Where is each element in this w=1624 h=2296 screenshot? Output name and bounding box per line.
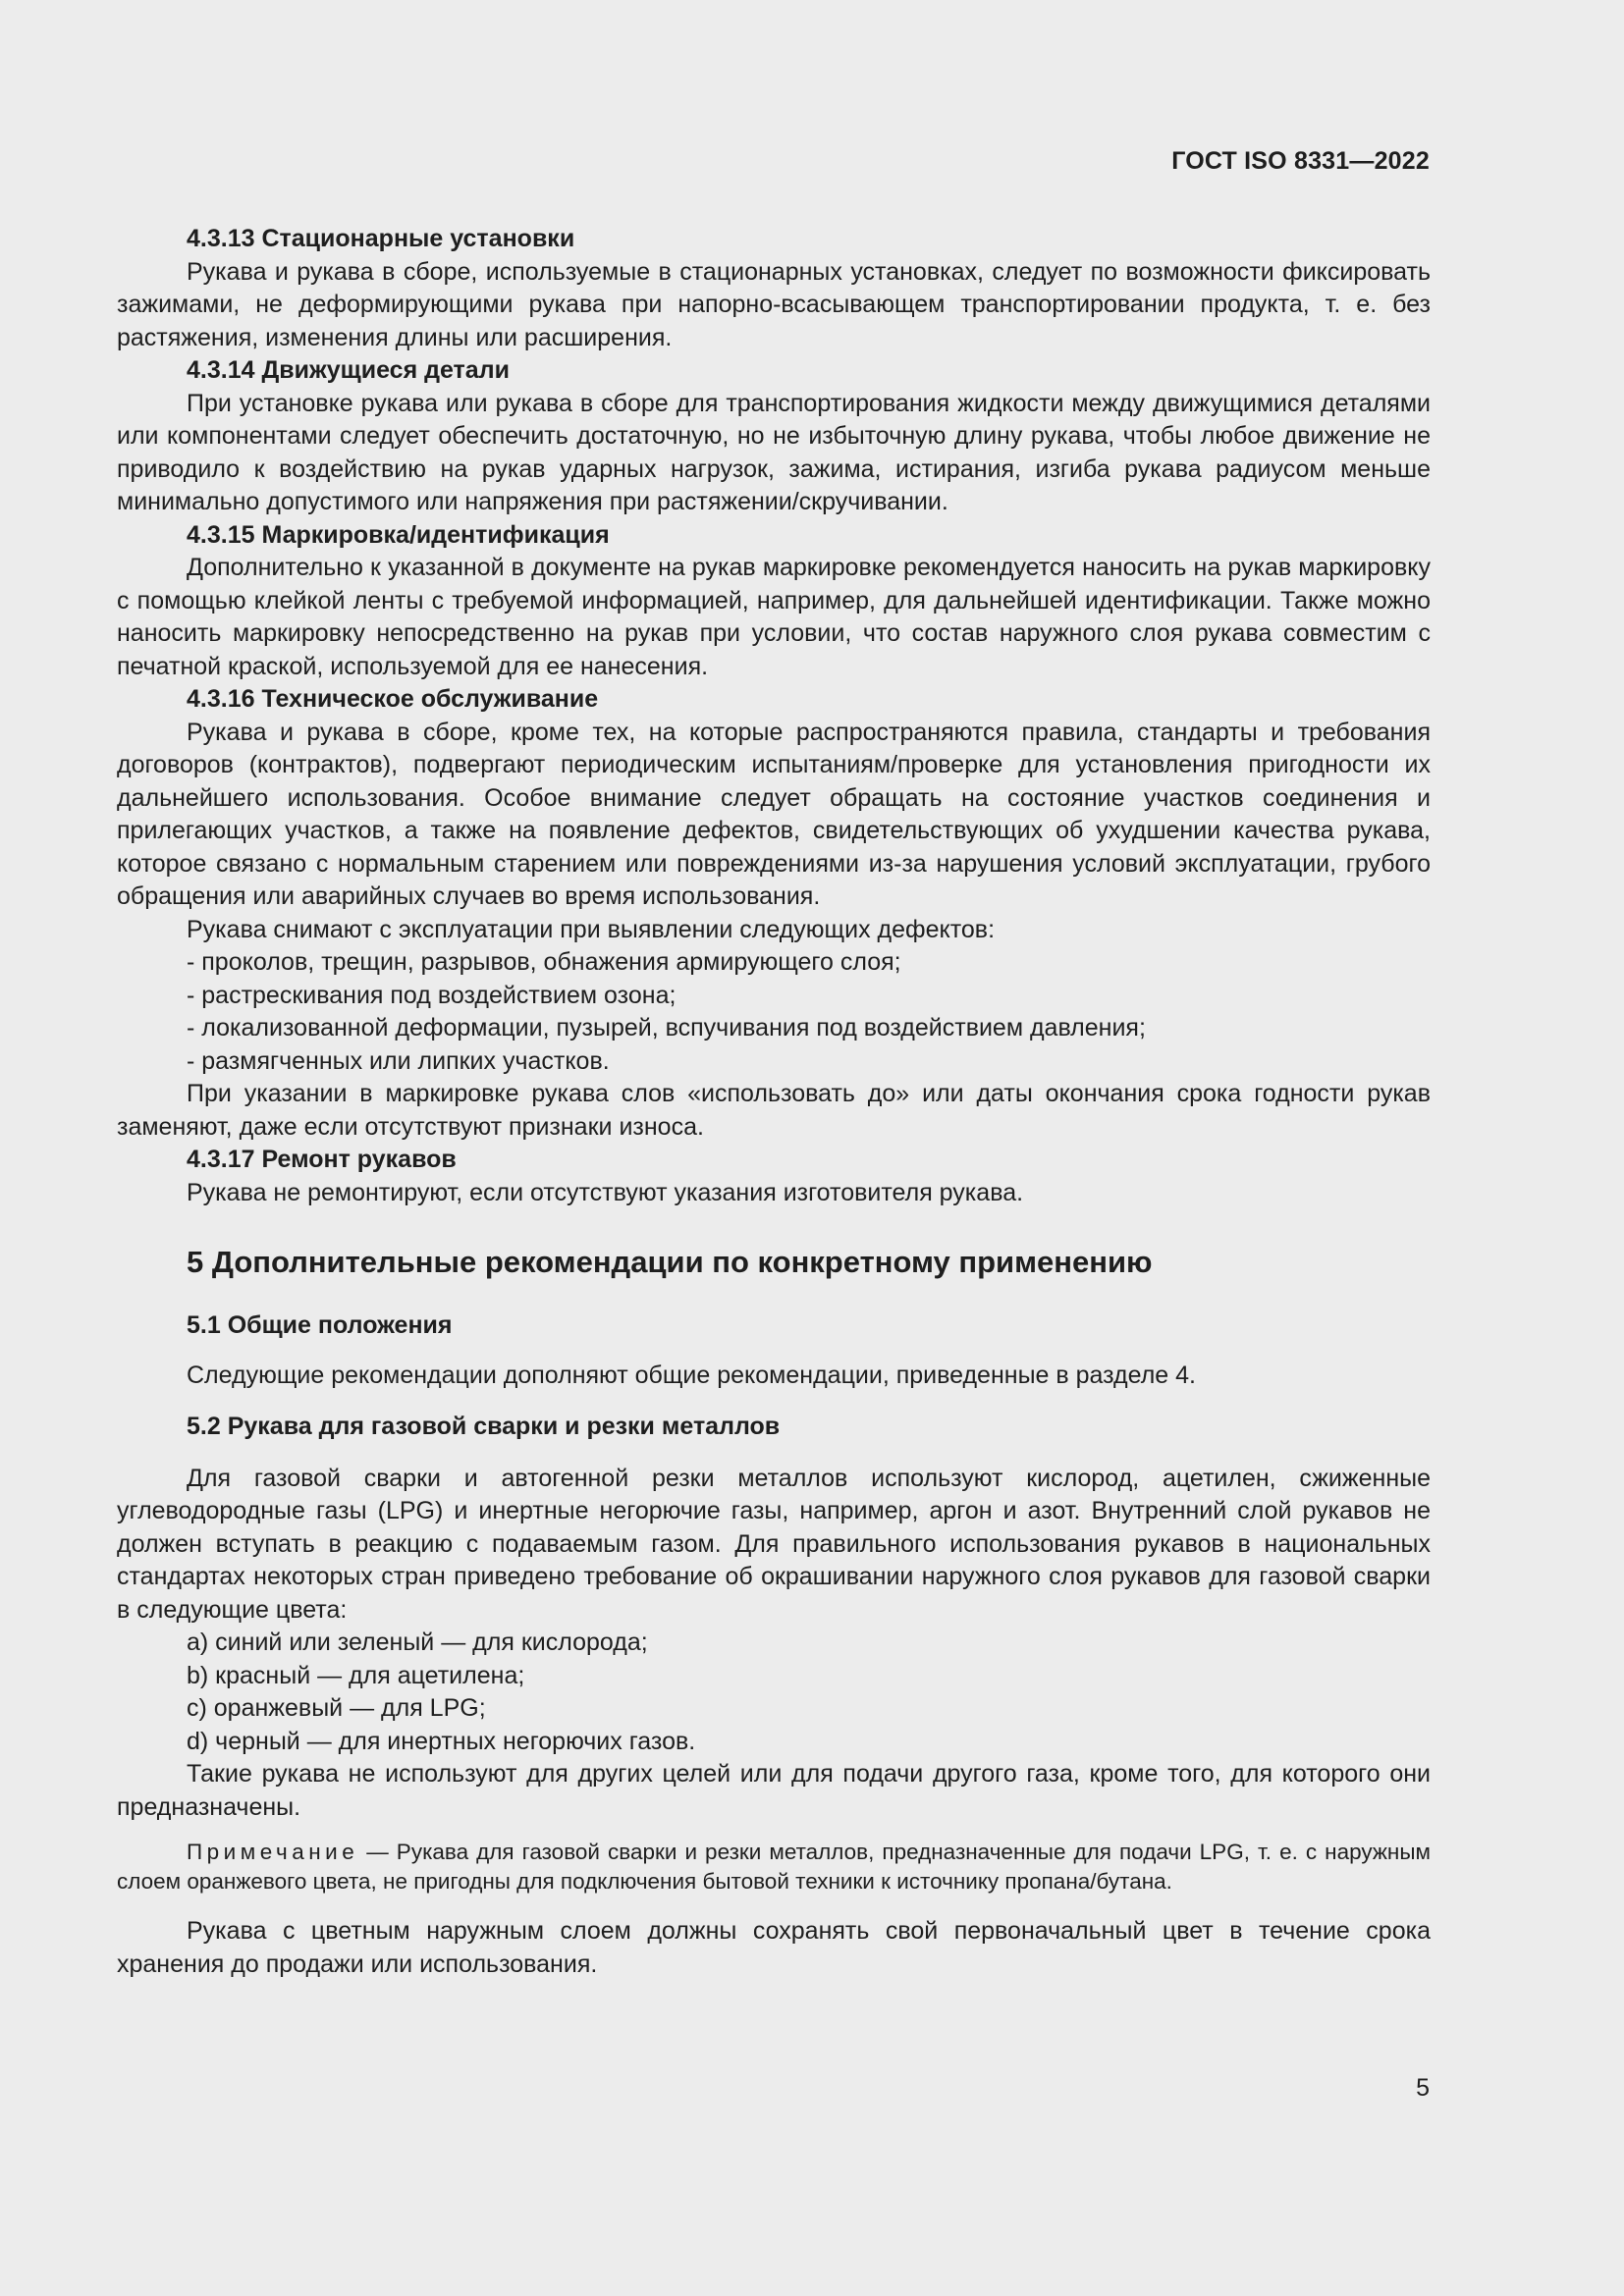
list-item: b) красный — для ацетилена;	[187, 1661, 525, 1689]
heading-4-3-13: 4.3.13 Стационарные установки	[187, 225, 575, 252]
paragraph: При установке рукава или рукава в сборе для транспортирования жидкости между движущимися деталями или компонентами следует обеспечить достаточную, но не избыточную длину рукава, чтобы любое движение не приводило к воздействию на рукав ударных нагрузок, зажима, истирания, изгиба рукава радиусом меньше минимально допустимого или напряжения при растяжении/скручивании.	[117, 389, 1431, 515]
page-number: 5	[1416, 2074, 1430, 2102]
paragraph: Такие рукава не используют для других целей или для подачи другого газа, кроме того, для которого они предназначены.	[117, 1760, 1431, 1821]
heading-4-3-17: 4.3.17 Ремонт рукавов	[187, 1146, 457, 1173]
note-label: Примечание	[187, 1840, 359, 1864]
note	[117, 1838, 1431, 1896]
list-item: - размягченных или липких участков.	[187, 1046, 610, 1075]
paragraph: При указании в маркировке рукава слов «использовать до» или даты окончания срока годности рукав заменяют, даже если отсутствуют признаки износа.	[117, 1080, 1431, 1141]
section-5-title: 5 Дополнительные рекомендации по конкретному применению	[187, 1245, 1153, 1279]
list-item: c) оранжевый — для LPG;	[187, 1694, 486, 1722]
paragraph: Рукава и рукава в сборе, кроме тех, на которые распространяются правила, стандарты и требования договоров (контрактов), подвергают периодическим испытаниям/проверке для установления пригодности их дальнейшего использования. Особое внимание следует обращать на состояние участков соединения и прилегающих участков, а также на появление дефектов, свидетельствующих об ухудшении качества рукава, которое связано с нормальным старением или повреждениями из-за нарушения условий эксплуатации, грубого обращения или аварийных случаев во время использования.	[117, 718, 1431, 910]
paragraph: Рукава не ремонтируют, если отсутствуют указания изготовителя рукава.	[187, 1178, 1024, 1206]
list-item: - проколов, трещин, разрывов, обнажения армирующего слоя;	[187, 948, 901, 976]
note-text: — Рукава для газовой сварки и резки металлов, предназначенные для подачи LPG, т. е. с наружным слоем оранжевого цвета, не пригодны для подключения бытовой техники к источнику пропана/бутана.	[117, 1840, 1431, 1894]
paragraph: Дополнительно к указанной в документе на рукав маркировке рекомендуется наносить на рукав маркировку с помощью клейкой ленты с требуемой информацией, например, для дальнейшей идентификации. Также можно наносить маркировку непосредственно на рукав при условии, что состав наружного слоя рукава совместим с печатной краской, используемой для ее нанесения.	[117, 554, 1431, 680]
list-item: d) черный — для инертных негорючих газов.	[187, 1727, 696, 1755]
paragraph: Для газовой сварки и автогенной резки металлов используют кислород, ацетилен, сжиженные углеводородные газы (LPG) и инертные негорючие газы, например, аргон и азот. Внутренний слой рукавов не должен вступать в реакцию с подаваемым газом. Для правильного использования рукавов в национальных стандартах некоторых стран приведено требование об окрашивании наружного слоя рукавов для газовой сварки в следующие цвета:	[117, 1464, 1431, 1624]
paragraph: Рукава снимают с эксплуатации при выявлении следующих дефектов:	[187, 915, 996, 943]
list-item: a) синий или зеленый — для кислорода;	[187, 1629, 648, 1656]
heading-4-3-15: 4.3.15 Маркировка/идентификация	[187, 520, 610, 549]
paragraph: Рукава и рукава в сборе, используемые в стационарных установках, следует по возможности фиксировать зажимами, не деформирующими рукава при напорно-всасывающем транспортировании продукта, т. е. без растяжения, изменения длины или расширения.	[117, 257, 1431, 351]
list-item: - локализованной деформации, пузырей, вспучивания под воздействием давления;	[187, 1014, 1146, 1041]
heading-4-3-14: 4.3.14 Движущиеся детали	[187, 356, 510, 384]
heading-5-1: 5.1 Общие положения	[187, 1311, 453, 1339]
document-code: ГОСТ ISO 8331—2022	[1171, 147, 1430, 175]
list-item: - растрескивания под воздействием озона;	[187, 981, 677, 1009]
heading-4-3-16: 4.3.16 Техническое обслуживание	[187, 685, 599, 713]
heading-5-2: 5.2 Рукава для газовой сварки и резки металлов	[187, 1413, 781, 1440]
paragraph: Следующие рекомендации дополняют общие рекомендации, приведенные в разделе 4.	[187, 1361, 1197, 1389]
document-body	[117, 223, 1431, 1981]
paragraph: Рукава с цветным наружным слоем должны сохранять свой первоначальный цвет в течение срока хранения до продажи или использования.	[117, 1917, 1431, 1978]
